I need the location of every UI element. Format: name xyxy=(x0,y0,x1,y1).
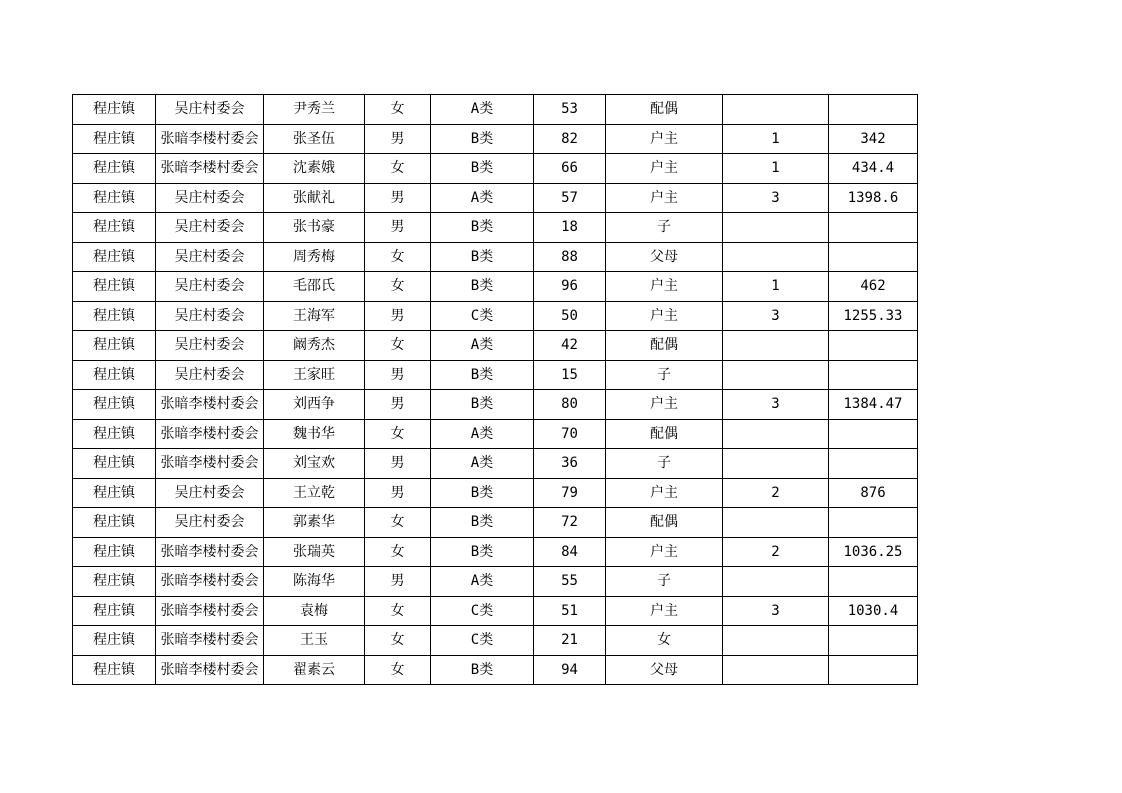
town-cell: 程庄镇 xyxy=(73,124,156,154)
name-cell: 袁梅 xyxy=(264,596,365,626)
name-cell: 尹秀兰 xyxy=(264,95,365,125)
town-cell: 程庄镇 xyxy=(73,449,156,479)
household-size-cell xyxy=(723,449,829,479)
town-cell: 程庄镇 xyxy=(73,537,156,567)
amount-cell: 1030.4 xyxy=(829,596,918,626)
age-cell: 36 xyxy=(534,449,606,479)
age-cell: 72 xyxy=(534,508,606,538)
relation-cell: 子 xyxy=(606,449,723,479)
table-row xyxy=(73,272,918,302)
amount-cell: 1398.6 xyxy=(829,183,918,213)
town-cell: 程庄镇 xyxy=(73,154,156,184)
name-cell: 郭素华 xyxy=(264,508,365,538)
village-committee-cell: 张暗李楼村委会 xyxy=(156,419,264,449)
gender-cell: 女 xyxy=(365,242,431,272)
category-cell: B类 xyxy=(431,242,534,272)
gender-cell: 女 xyxy=(365,331,431,361)
gender-cell: 男 xyxy=(365,213,431,243)
name-cell: 王海军 xyxy=(264,301,365,331)
village-committee-cell: 张暗李楼村委会 xyxy=(156,655,264,685)
table-row xyxy=(73,390,918,420)
town-cell: 程庄镇 xyxy=(73,95,156,125)
household-size-cell xyxy=(723,360,829,390)
table-row xyxy=(73,537,918,567)
town-cell: 程庄镇 xyxy=(73,301,156,331)
category-cell: B类 xyxy=(431,272,534,302)
amount-cell: 1036.25 xyxy=(829,537,918,567)
amount-cell xyxy=(829,360,918,390)
name-cell: 张瑞英 xyxy=(264,537,365,567)
household-size-cell: 3 xyxy=(723,183,829,213)
amount-cell xyxy=(829,567,918,597)
town-cell: 程庄镇 xyxy=(73,272,156,302)
amount-cell xyxy=(829,508,918,538)
table-row xyxy=(73,655,918,685)
town-cell: 程庄镇 xyxy=(73,390,156,420)
category-cell: C类 xyxy=(431,301,534,331)
name-cell: 周秀梅 xyxy=(264,242,365,272)
age-cell: 55 xyxy=(534,567,606,597)
household-size-cell: 2 xyxy=(723,478,829,508)
village-committee-cell: 吴庄村委会 xyxy=(156,508,264,538)
name-cell: 陈海华 xyxy=(264,567,365,597)
household-size-cell: 1 xyxy=(723,272,829,302)
amount-cell xyxy=(829,213,918,243)
table-row xyxy=(73,154,918,184)
town-cell: 程庄镇 xyxy=(73,213,156,243)
name-cell: 翟素云 xyxy=(264,655,365,685)
village-committee-cell: 张暗李楼村委会 xyxy=(156,596,264,626)
gender-cell: 女 xyxy=(365,419,431,449)
household-size-cell xyxy=(723,419,829,449)
gender-cell: 男 xyxy=(365,390,431,420)
relation-cell: 子 xyxy=(606,213,723,243)
gender-cell: 女 xyxy=(365,508,431,538)
village-committee-cell: 张暗李楼村委会 xyxy=(156,390,264,420)
records-table xyxy=(72,94,918,685)
table-row xyxy=(73,301,918,331)
amount-cell: 342 xyxy=(829,124,918,154)
category-cell: A类 xyxy=(431,419,534,449)
age-cell: 70 xyxy=(534,419,606,449)
gender-cell: 男 xyxy=(365,301,431,331)
amount-cell: 462 xyxy=(829,272,918,302)
table-row xyxy=(73,183,918,213)
village-committee-cell: 张暗李楼村委会 xyxy=(156,154,264,184)
relation-cell: 女 xyxy=(606,626,723,656)
relation-cell: 子 xyxy=(606,360,723,390)
village-committee-cell: 张暗李楼村委会 xyxy=(156,124,264,154)
category-cell: A类 xyxy=(431,95,534,125)
age-cell: 88 xyxy=(534,242,606,272)
amount-cell xyxy=(829,419,918,449)
household-size-cell xyxy=(723,655,829,685)
name-cell: 魏书华 xyxy=(264,419,365,449)
category-cell: A类 xyxy=(431,449,534,479)
table-row xyxy=(73,626,918,656)
town-cell: 程庄镇 xyxy=(73,508,156,538)
relation-cell: 户主 xyxy=(606,272,723,302)
table-row xyxy=(73,596,918,626)
amount-cell xyxy=(829,331,918,361)
village-committee-cell: 吴庄村委会 xyxy=(156,95,264,125)
relation-cell: 户主 xyxy=(606,478,723,508)
age-cell: 21 xyxy=(534,626,606,656)
amount-cell xyxy=(829,95,918,125)
gender-cell: 女 xyxy=(365,272,431,302)
amount-cell: 434.4 xyxy=(829,154,918,184)
age-cell: 53 xyxy=(534,95,606,125)
relation-cell: 户主 xyxy=(606,154,723,184)
gender-cell: 男 xyxy=(365,567,431,597)
household-size-cell xyxy=(723,508,829,538)
town-cell: 程庄镇 xyxy=(73,478,156,508)
category-cell: B类 xyxy=(431,508,534,538)
age-cell: 94 xyxy=(534,655,606,685)
village-committee-cell: 吴庄村委会 xyxy=(156,272,264,302)
table-row xyxy=(73,567,918,597)
village-committee-cell: 吴庄村委会 xyxy=(156,242,264,272)
category-cell: B类 xyxy=(431,213,534,243)
town-cell: 程庄镇 xyxy=(73,567,156,597)
relation-cell: 户主 xyxy=(606,596,723,626)
age-cell: 51 xyxy=(534,596,606,626)
category-cell: B类 xyxy=(431,390,534,420)
town-cell: 程庄镇 xyxy=(73,331,156,361)
village-committee-cell: 吴庄村委会 xyxy=(156,331,264,361)
gender-cell: 男 xyxy=(365,124,431,154)
age-cell: 66 xyxy=(534,154,606,184)
gender-cell: 女 xyxy=(365,626,431,656)
village-committee-cell: 张暗李楼村委会 xyxy=(156,567,264,597)
relation-cell: 配偶 xyxy=(606,331,723,361)
table-row xyxy=(73,449,918,479)
category-cell: B类 xyxy=(431,478,534,508)
category-cell: B类 xyxy=(431,537,534,567)
gender-cell: 男 xyxy=(365,360,431,390)
town-cell: 程庄镇 xyxy=(73,655,156,685)
name-cell: 张圣伍 xyxy=(264,124,365,154)
table-row xyxy=(73,508,918,538)
gender-cell: 男 xyxy=(365,478,431,508)
amount-cell xyxy=(829,449,918,479)
category-cell: B类 xyxy=(431,655,534,685)
amount-cell xyxy=(829,242,918,272)
relation-cell: 父母 xyxy=(606,655,723,685)
town-cell: 程庄镇 xyxy=(73,596,156,626)
amount-cell xyxy=(829,626,918,656)
name-cell: 张书豪 xyxy=(264,213,365,243)
household-size-cell xyxy=(723,95,829,125)
relation-cell: 父母 xyxy=(606,242,723,272)
village-committee-cell: 张暗李楼村委会 xyxy=(156,626,264,656)
gender-cell: 女 xyxy=(365,537,431,567)
household-size-cell: 1 xyxy=(723,124,829,154)
amount-cell: 1255.33 xyxy=(829,301,918,331)
name-cell: 王家旺 xyxy=(264,360,365,390)
category-cell: B类 xyxy=(431,124,534,154)
town-cell: 程庄镇 xyxy=(73,183,156,213)
town-cell: 程庄镇 xyxy=(73,242,156,272)
village-committee-cell: 吴庄村委会 xyxy=(156,301,264,331)
household-size-cell xyxy=(723,626,829,656)
amount-cell: 876 xyxy=(829,478,918,508)
age-cell: 15 xyxy=(534,360,606,390)
gender-cell: 女 xyxy=(365,596,431,626)
table-row xyxy=(73,360,918,390)
relation-cell: 户主 xyxy=(606,183,723,213)
household-size-cell xyxy=(723,567,829,597)
relation-cell: 配偶 xyxy=(606,508,723,538)
relation-cell: 户主 xyxy=(606,301,723,331)
table-row xyxy=(73,124,918,154)
amount-cell xyxy=(829,655,918,685)
town-cell: 程庄镇 xyxy=(73,419,156,449)
category-cell: A类 xyxy=(431,183,534,213)
gender-cell: 男 xyxy=(365,449,431,479)
gender-cell: 女 xyxy=(365,655,431,685)
age-cell: 79 xyxy=(534,478,606,508)
household-size-cell: 3 xyxy=(723,390,829,420)
household-size-cell xyxy=(723,213,829,243)
household-size-cell xyxy=(723,331,829,361)
table-row xyxy=(73,95,918,125)
table-row xyxy=(73,242,918,272)
name-cell: 张献礼 xyxy=(264,183,365,213)
name-cell: 王立乾 xyxy=(264,478,365,508)
village-committee-cell: 吴庄村委会 xyxy=(156,213,264,243)
category-cell: A类 xyxy=(431,567,534,597)
category-cell: B类 xyxy=(431,154,534,184)
town-cell: 程庄镇 xyxy=(73,360,156,390)
table-row xyxy=(73,478,918,508)
table-body xyxy=(73,95,918,685)
household-size-cell: 1 xyxy=(723,154,829,184)
relation-cell: 户主 xyxy=(606,537,723,567)
name-cell: 王玉 xyxy=(264,626,365,656)
gender-cell: 女 xyxy=(365,95,431,125)
category-cell: B类 xyxy=(431,360,534,390)
age-cell: 84 xyxy=(534,537,606,567)
category-cell: C类 xyxy=(431,596,534,626)
category-cell: C类 xyxy=(431,626,534,656)
age-cell: 80 xyxy=(534,390,606,420)
age-cell: 82 xyxy=(534,124,606,154)
name-cell: 沈素娥 xyxy=(264,154,365,184)
age-cell: 96 xyxy=(534,272,606,302)
town-cell: 程庄镇 xyxy=(73,626,156,656)
relation-cell: 配偶 xyxy=(606,95,723,125)
table-row xyxy=(73,419,918,449)
relation-cell: 户主 xyxy=(606,390,723,420)
age-cell: 57 xyxy=(534,183,606,213)
amount-cell: 1384.47 xyxy=(829,390,918,420)
household-size-cell xyxy=(723,242,829,272)
name-cell: 阚秀杰 xyxy=(264,331,365,361)
name-cell: 刘宝欢 xyxy=(264,449,365,479)
village-committee-cell: 吴庄村委会 xyxy=(156,183,264,213)
relation-cell: 户主 xyxy=(606,124,723,154)
village-committee-cell: 吴庄村委会 xyxy=(156,360,264,390)
name-cell: 刘西争 xyxy=(264,390,365,420)
relation-cell: 配偶 xyxy=(606,419,723,449)
age-cell: 50 xyxy=(534,301,606,331)
category-cell: A类 xyxy=(431,331,534,361)
gender-cell: 男 xyxy=(365,183,431,213)
table-row xyxy=(73,331,918,361)
gender-cell: 女 xyxy=(365,154,431,184)
name-cell: 毛邵氏 xyxy=(264,272,365,302)
relation-cell: 子 xyxy=(606,567,723,597)
household-size-cell: 3 xyxy=(723,596,829,626)
household-size-cell: 2 xyxy=(723,537,829,567)
household-size-cell: 3 xyxy=(723,301,829,331)
village-committee-cell: 吴庄村委会 xyxy=(156,478,264,508)
age-cell: 42 xyxy=(534,331,606,361)
table-row xyxy=(73,213,918,243)
age-cell: 18 xyxy=(534,213,606,243)
village-committee-cell: 张暗李楼村委会 xyxy=(156,449,264,479)
village-committee-cell: 张暗李楼村委会 xyxy=(156,537,264,567)
